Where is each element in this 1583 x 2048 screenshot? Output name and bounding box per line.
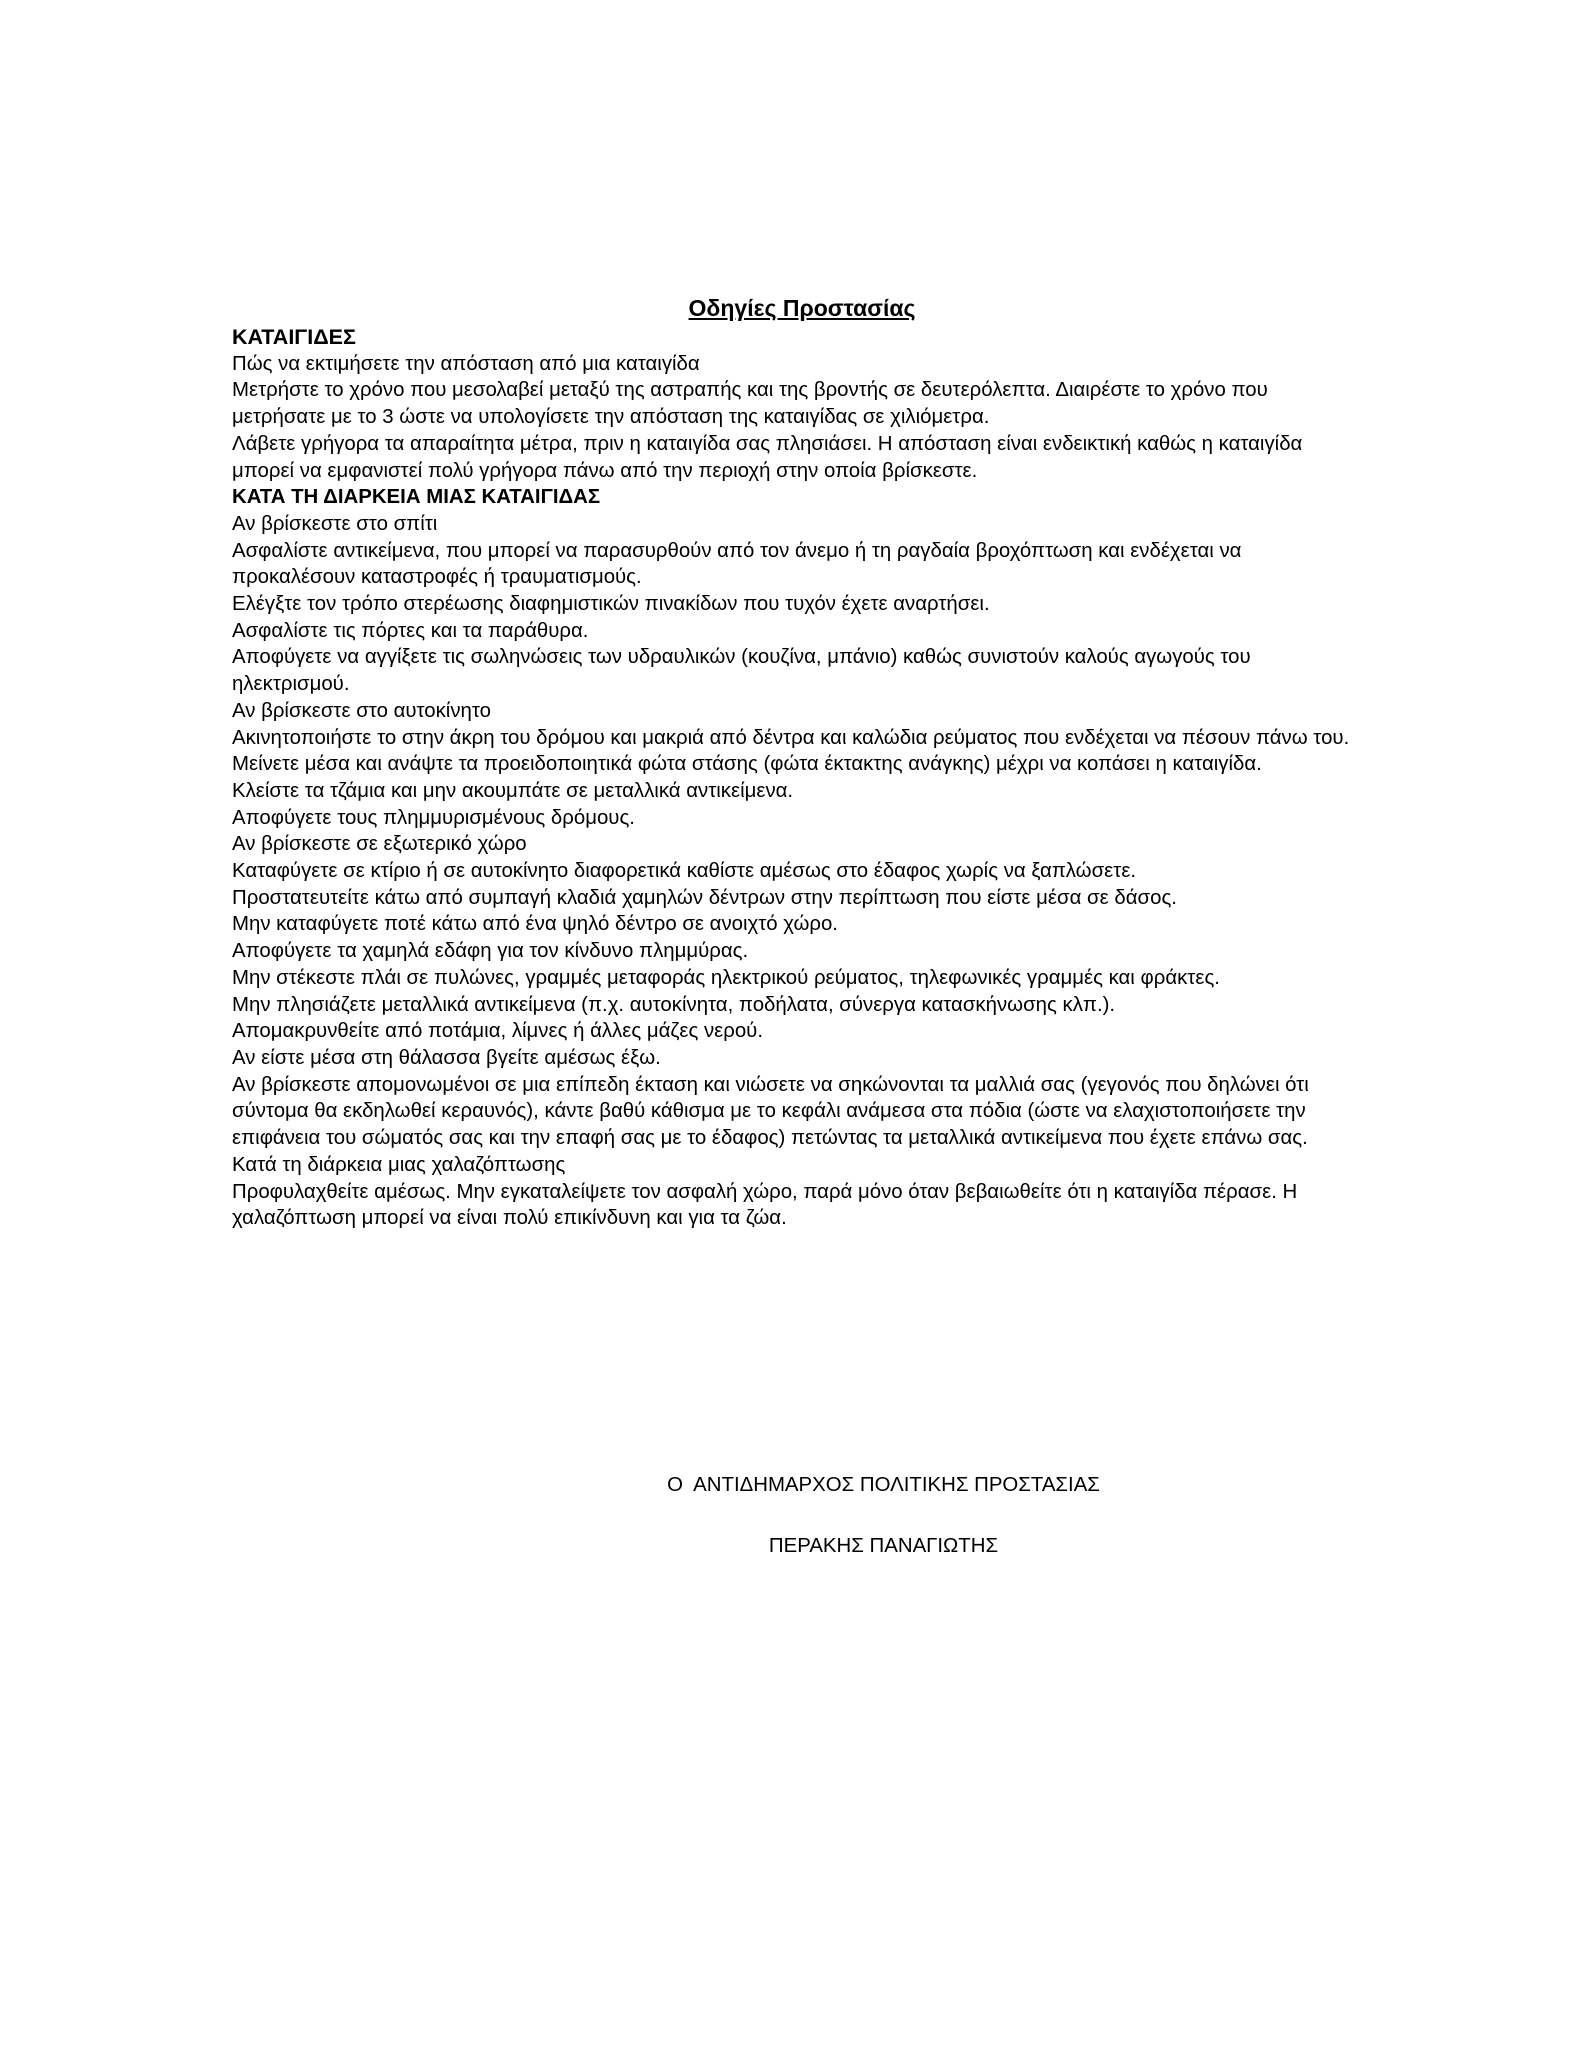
- subheading-outdoors: Αν βρίσκεστε σε εξωτερικό χώρο: [232, 833, 527, 856]
- home-item: Ελέγξτε τον τρόπο στερέωσης διαφημιστικών πινακίδων που τυχόν έχετε αναρτήσει.: [232, 593, 990, 616]
- outdoors-item: Καταφύγετε σε κτίριο ή σε αυτοκίνητο διαφορετικά καθίστε αμέσως στο έδαφος χωρίς να ξαπλώσετε.: [232, 860, 1137, 883]
- outdoors-item: Αν βρίσκεστε απομονωμένοι σε μια επίπεδη έκταση και νιώσετε να σηκώνονται τα μαλλιά σας (γεγονός που δηλώνει ότι σύντομα θα εκδηλωθεί κεραυνός), κάντε βαθύ κάθισμα με το κεφάλι ανάμεσα στα πόδια (ώστε να ελαχιστοποιήσετε την επιφάνεια του σώματός σας και την επαφή σας με το έδαφος) πετώντας τα μεταλλικά αντικείμενα που έχετε επάνω σας.: [232, 1073, 1309, 1150]
- outdoors-item: Προστατευτείτε κάτω από συμπαγή κλαδιά χαμηλών δέντρων στην περίπτωση που είστε μέσα σε δάσος.: [232, 886, 1177, 909]
- car-item: Μείνετε μέσα και ανάψτε τα προειδοποιητικά φώτα στάσης (φώτα έκτακτης ανάγκης) μέχρι να κοπάσει η καταιγίδα.: [232, 753, 1262, 776]
- subheading-hail: Κατά τη διάρκεια μιας χαλαζόπτωσης: [232, 1153, 566, 1176]
- section-heading-during-storm: ΚΑΤΑ ΤΗ ΔΙΑΡΚΕΙΑ ΜΙΑΣ ΚΑΤΑΙΓΙΔΑΣ: [232, 486, 601, 509]
- paragraph-distance-measure: Μετρήστε το χρόνο που μεσολαβεί μεταξύ της αστραπής και της βροντής σε δευτερόλεπτα. Διαιρέστε το χρόνο που μετρήσατε με το 3 ώστε να υπολογίσετε την απόσταση της καταιγίδας σε χιλιόμετρα.: [232, 379, 1268, 429]
- subheading-car: Αν βρίσκεστε στο αυτοκίνητο: [232, 699, 491, 722]
- paragraph-distance-action: Λάβετε γρήγορα τα απαραίτητα μέτρα, πριν η καταιγίδα σας πλησιάσει. Η απόσταση είναι ενδεικτική καθώς η καταιγίδα μπορεί να εμφανιστεί πολύ γρήγορα πάνω από την περιοχή στην οποία βρίσκεστε.: [232, 432, 1303, 482]
- home-item: Ασφαλίστε τις πόρτες και τα παράθυρα.: [232, 619, 589, 642]
- signature-title: Ο ΑΝΤΙΔΗΜΑΡΧΟΣ ΠΟΛΙΤΙΚΗΣ ΠΡΟΣΤΑΣΙΑΣ: [667, 1474, 1100, 1496]
- home-item: Ασφαλίστε αντικείμενα, που μπορεί να παρασυρθούν από τον άνεμο ή τη ραγδαία βροχόπτωση και ενδέχεται να προκαλέσουν καταστροφές ή τραυματισμούς.: [232, 539, 1242, 589]
- subheading-distance: Πώς να εκτιμήσετε την απόσταση από μια καταιγίδα: [232, 352, 700, 375]
- outdoors-item: Μην καταφύγετε ποτέ κάτω από ένα ψηλό δέντρο σε ανοιχτό χώρο.: [232, 913, 838, 936]
- section-heading-storms: ΚΑΤΑΙΓΙΔΕΣ: [232, 325, 356, 349]
- page-title: Οδηγίες Προστασίας: [688, 295, 916, 321]
- hail-item: Προφυλαχθείτε αμέσως. Μην εγκαταλείψετε τον ασφαλή χώρο, παρά μόνο όταν βεβαιωθείτε ότι η καταιγίδα πέρασε. Η χαλαζόπτωση μπορεί να είναι πολύ επικίνδυνη και για τα ζώα.: [232, 1180, 1298, 1230]
- outdoors-item: Απομακρυνθείτε από ποτάμια, λίμνες ή άλλες μάζες νερού.: [232, 1020, 763, 1043]
- car-item: Ακινητοποιήστε το στην άκρη του δρόμου και μακριά από δέντρα και καλώδια ρεύματος που ενδέχεται να πέσουν πάνω του.: [232, 726, 1350, 749]
- signature-name: ΠΕΡΑΚΗΣ ΠΑΝΑΓΙΩΤΗΣ: [768, 1535, 999, 1557]
- outdoors-item: Αποφύγετε τα χαμηλά εδάφη για τον κίνδυνο πλημμύρας.: [232, 940, 749, 963]
- outdoors-item: Μην στέκεστε πλάι σε πυλώνες, γραμμές μεταφοράς ηλεκτρικού ρεύματος, τηλεφωνικές γραμμές και φράκτες.: [232, 966, 1220, 989]
- car-item: Αποφύγετε τους πλημμυρισμένους δρόμους.: [232, 806, 635, 829]
- car-item: Κλείστε τα τζάμια και μην ακουμπάτε σε μεταλλικά αντικείμενα.: [232, 779, 794, 802]
- subheading-home: Αν βρίσκεστε στο σπίτι: [232, 512, 438, 535]
- home-item: Αποφύγετε να αγγίξετε τις σωληνώσεις των υδραυλικών (κουζίνα, μπάνιο) καθώς συνιστούν καλούς αγωγούς του ηλεκτρισμού.: [232, 646, 1251, 696]
- document-body: [232, 292, 1362, 1232]
- outdoors-item: Αν είστε μέσα στη θάλασσα βγείτε αμέσως έξω.: [232, 1046, 661, 1069]
- outdoors-item: Μην πλησιάζετε μεταλλικά αντικείμενα (π.χ. αυτοκίνητα, ποδήλατα, σύνεργα κατασκήνωσης κλπ.).: [232, 993, 1116, 1016]
